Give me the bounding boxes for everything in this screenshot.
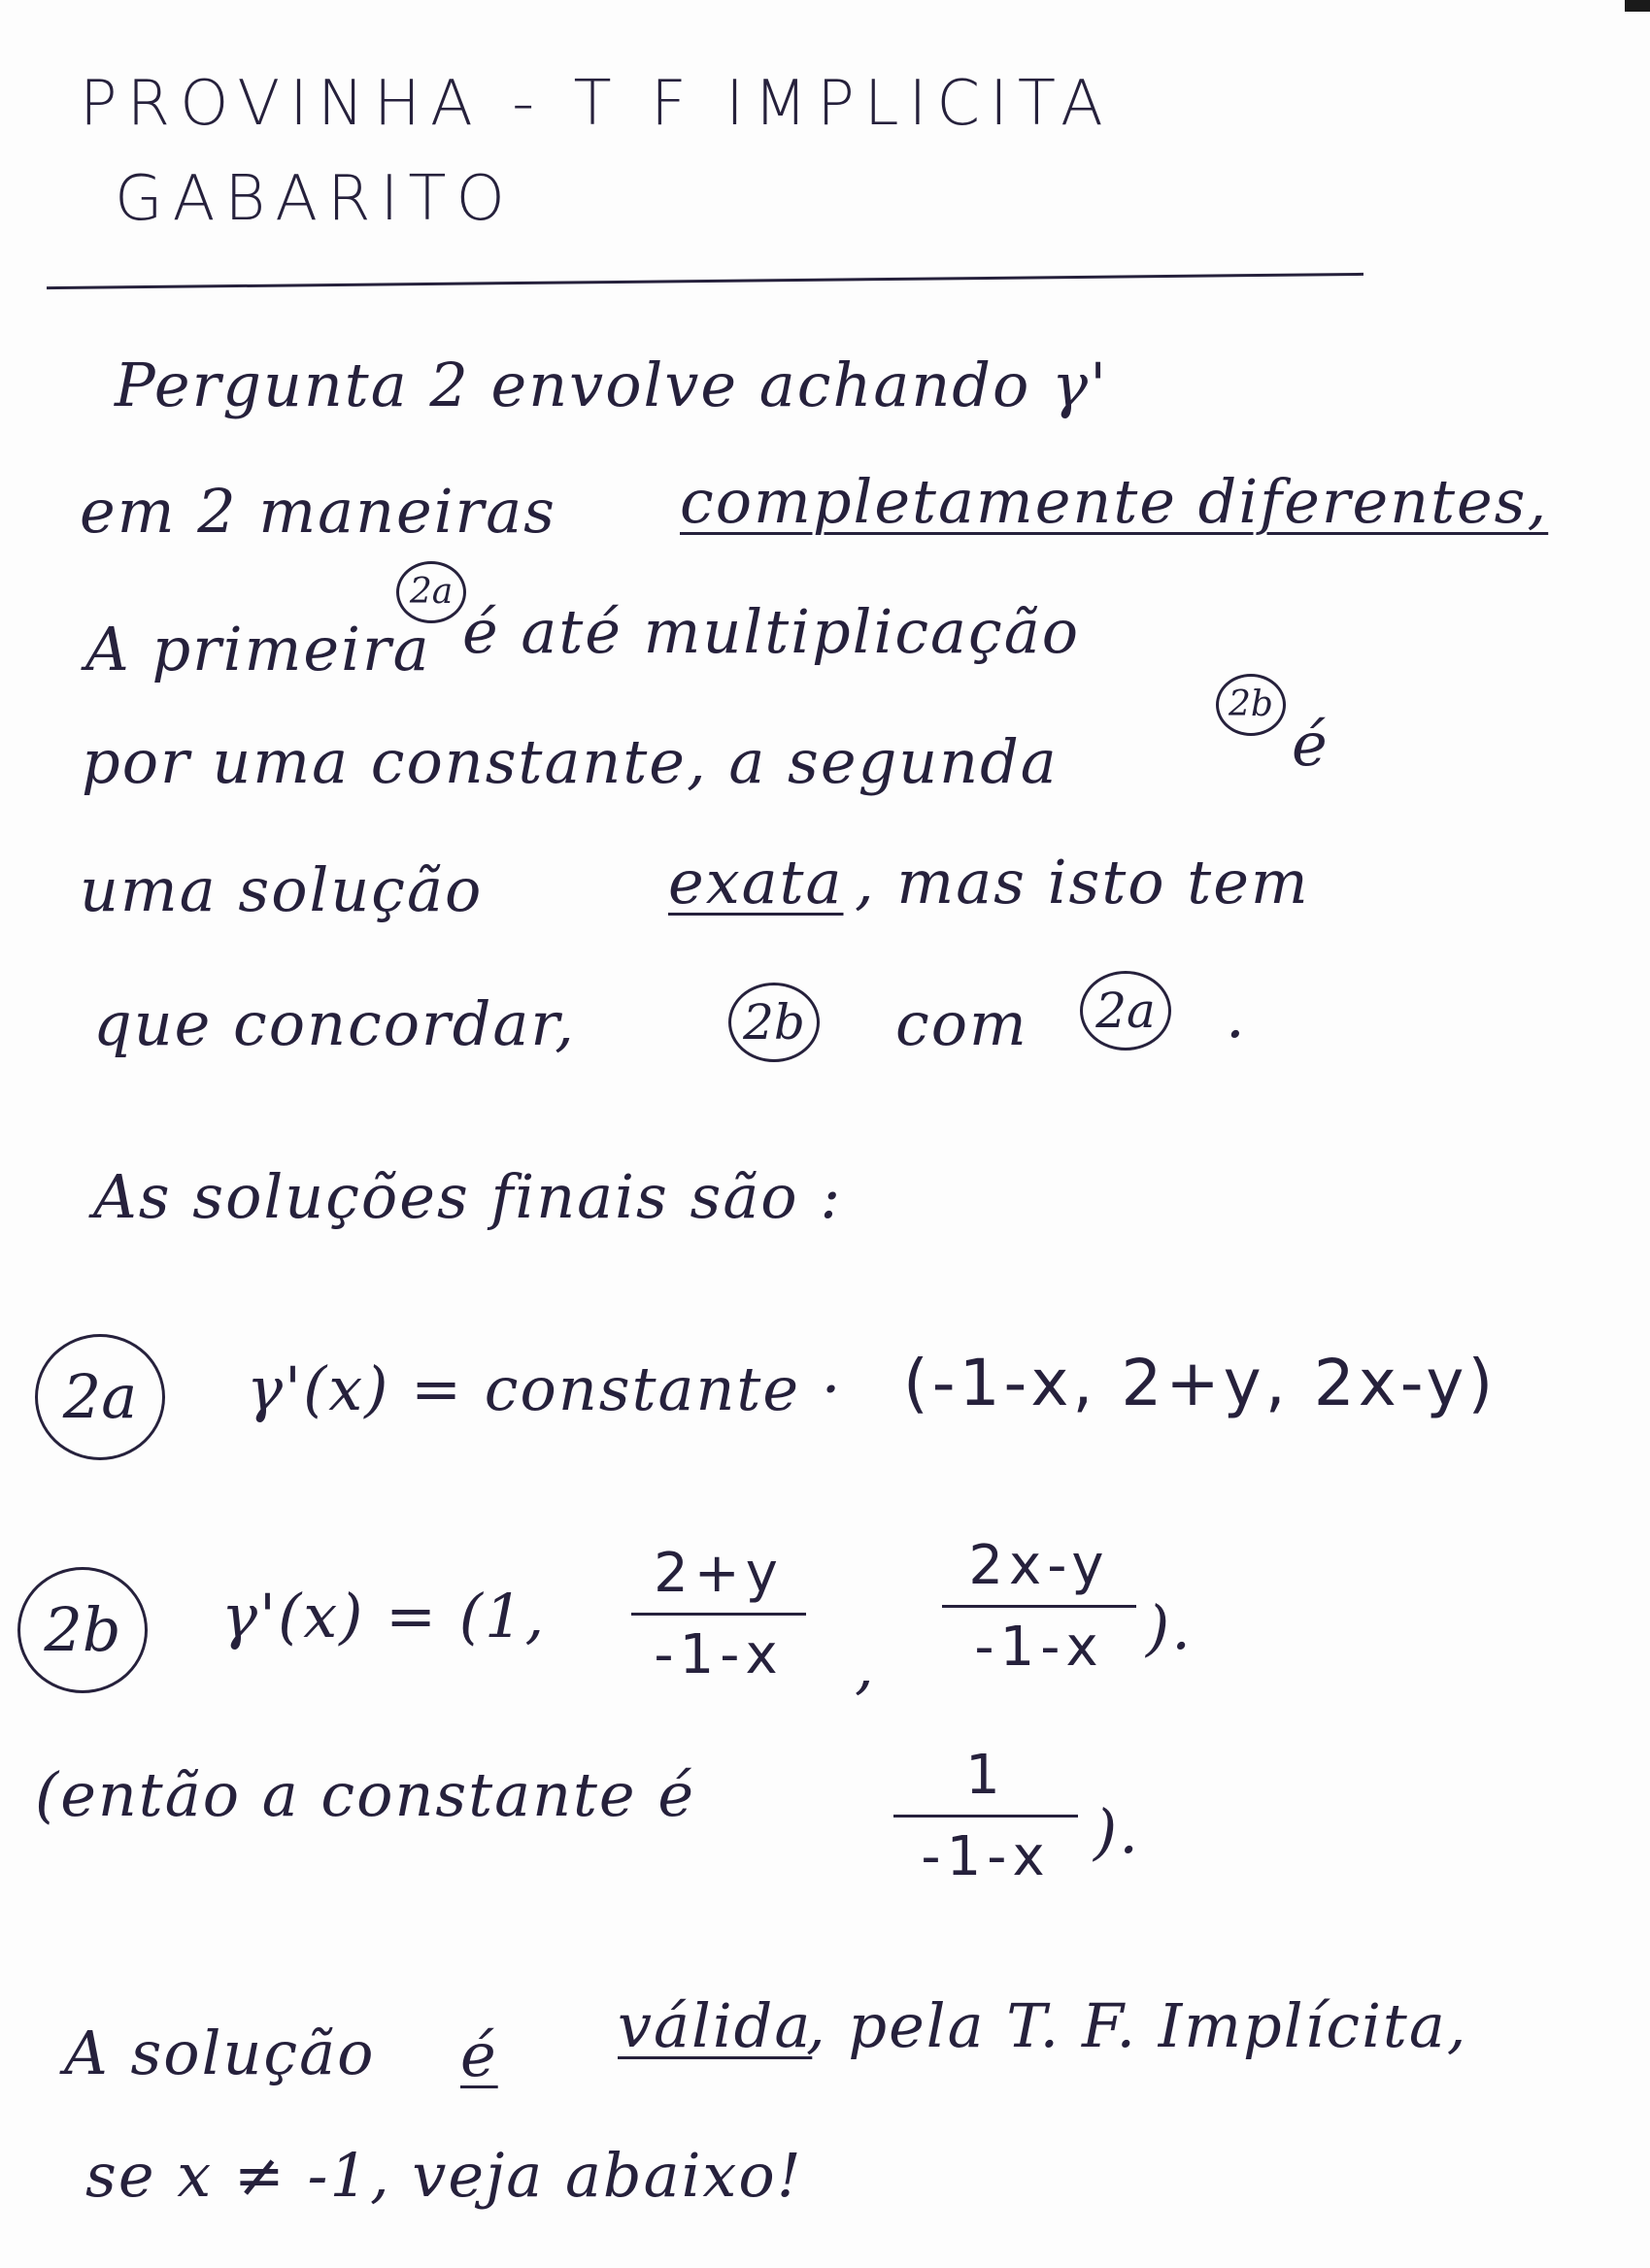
solution-2a-vector: (-1-x, 2+y, 2x-y) [903,1346,1498,1420]
constant-fraction-numerator: 1 [965,1744,1006,1807]
constant-note-text: (então a constante é [35,1759,696,1830]
insert-2a-circle: 2a [396,561,466,623]
constant-fraction-denominator: -1-x [921,1825,1051,1888]
inline-2a-circle: 2a [1080,971,1171,1051]
paragraph1-line2 [80,476,556,547]
paragraph1-line4-b: é [1292,709,1330,780]
inline-2b-circle: 2b [728,983,820,1062]
solutions-heading: As soluções finais são : [93,1161,843,1232]
conclusion-line2: se x ≠ -1, veja abaixo! [85,2140,803,2211]
scan-edge-mark [1625,0,1650,12]
fraction-1-bar [631,1613,806,1616]
paragraph1-line6-end: . [1226,981,1247,1051]
solution-2a-lhs: γ'(x) = constante · [247,1353,843,1424]
constant-fraction [893,1744,1078,1888]
paragraph1-line6-a: que concordar, [93,988,576,1059]
paragraph1-line5-b: , mas isto tem [855,847,1310,917]
paragraph1-line3-a: A primeira [85,614,431,684]
paragraph1-line5-a: uma solução [80,854,484,925]
paragraph1-line2-underlined: completamente diferentes, [680,466,1549,537]
paragraph1-line4-a: por uma constante, a segunda [82,726,1059,797]
conclusion-line1-a: A solução [64,2018,376,2088]
conclusion-line1-b: , pela T. F. Implícita, [806,1990,1468,2061]
solution-2b-lhs: γ'(x) = (1, [221,1581,547,1651]
paragraph1-line5-underlined: exata [668,847,844,917]
page-title: PROVINHA - T F IMPLICITA [80,68,1113,140]
fraction-2-numerator: 2x-y [968,1534,1110,1597]
insert-2b-circle: 2b [1216,674,1286,736]
fraction-1-denominator: -1-x [654,1623,784,1686]
solution-2b-fraction-2 [942,1534,1136,1679]
solution-2b-comma: , [855,1631,876,1702]
constant-fraction-bar [893,1815,1078,1818]
header-divider [47,273,1364,289]
paragraph1-line1: Pergunta 2 envolve achando γ' [115,350,1109,420]
paragraph1-line2-prefix: em 2 maneiras [80,476,556,547]
page-subtitle: GABARITO [115,163,515,235]
paragraph1-line3-b: é até multiplicação [462,596,1081,667]
fraction-2-denominator: -1-x [974,1616,1104,1679]
conclusion-line1-valida: válida [618,1990,813,2061]
solution-2b-fraction-1 [631,1542,806,1686]
conclusion-line1-e: é [460,2019,498,2090]
fraction-1-numerator: 2+y [654,1542,784,1605]
paragraph1-line6-b: com [895,988,1028,1059]
solution-2b-label: 2b [17,1567,148,1693]
solution-2b-end: ). [1146,1592,1193,1663]
solution-2a-label: 2a [35,1334,165,1460]
constant-note-end: ). [1094,1796,1140,1867]
fraction-2-bar [942,1605,1136,1608]
